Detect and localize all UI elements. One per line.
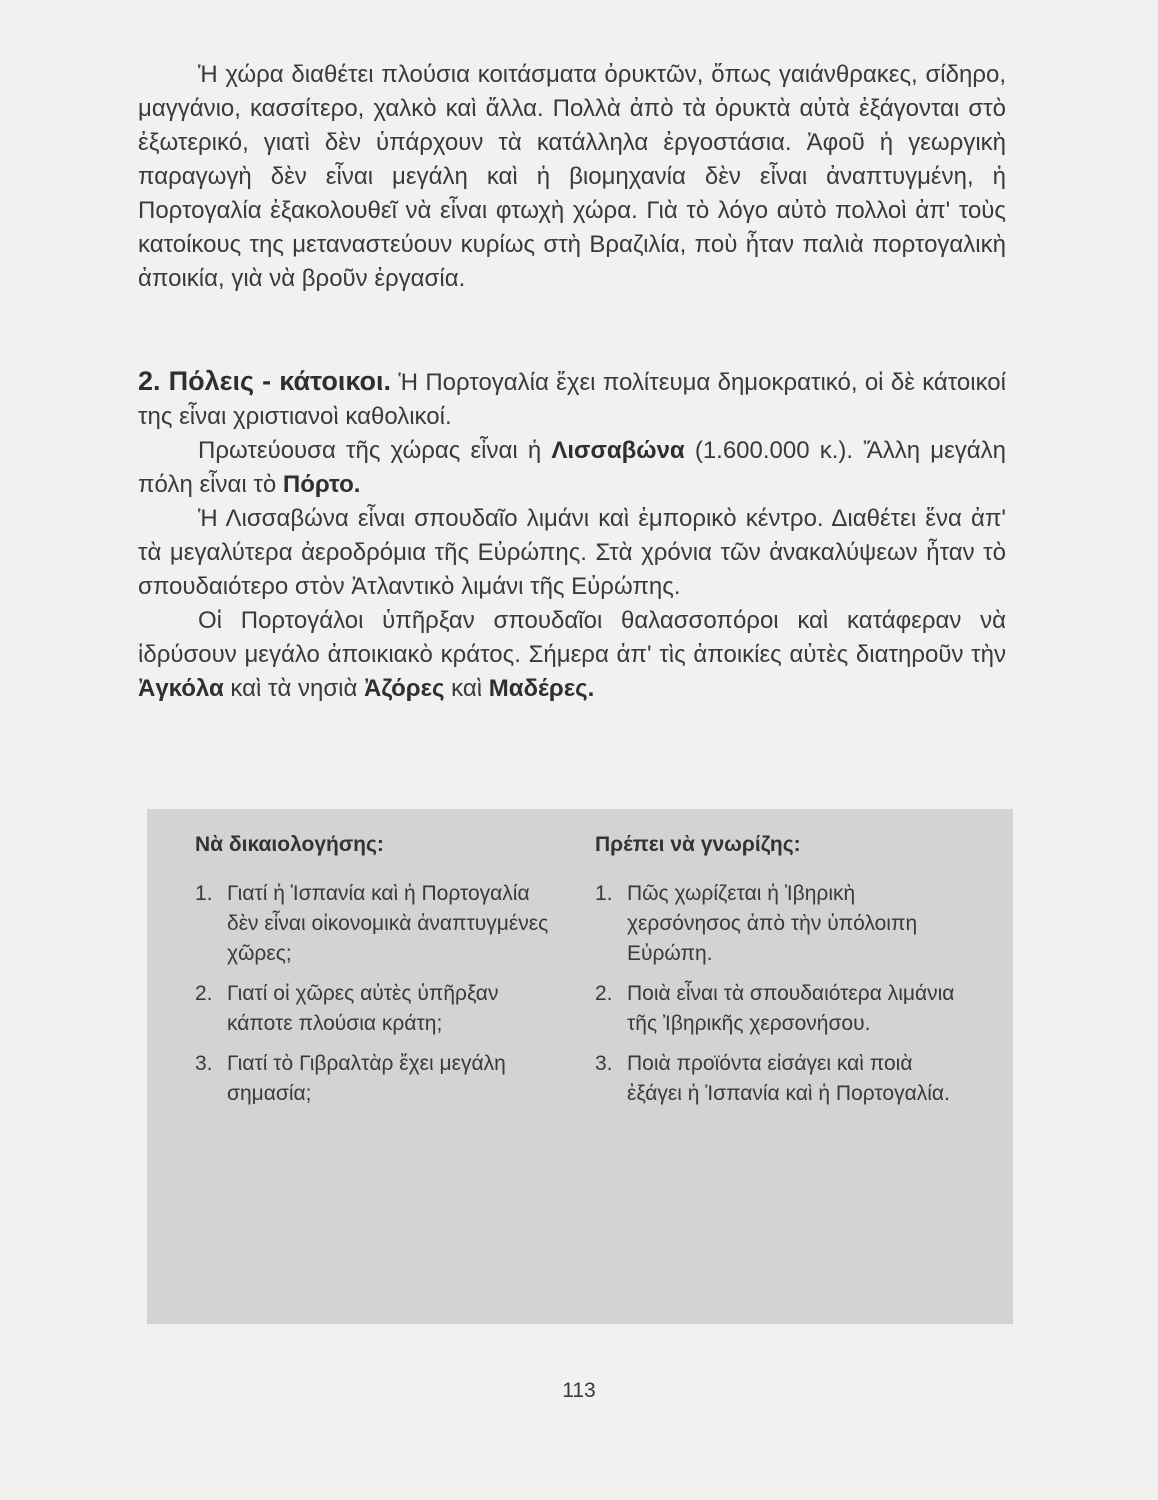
item-number: 1. xyxy=(195,882,213,905)
list-item xyxy=(595,879,965,969)
section2-paragraph2 xyxy=(138,434,1006,502)
page-number: 113 xyxy=(562,1379,596,1402)
list-item xyxy=(195,1049,555,1109)
item-number: 3. xyxy=(195,1052,213,1075)
p4-text-and: καὶ xyxy=(444,675,489,702)
p2-text-mid: (1.600.000 κ.). Ἄλλη μεγάλη πόλη εἶναι τὸ xyxy=(138,437,1006,498)
item-text: Ποιὰ εἶναι τὰ σπουδαιότερα λιμάνια τῆς Ἰβηρικῆς χερσονήσου. xyxy=(627,982,955,1035)
know-title: Πρέπει νὰ γνωρίζης: xyxy=(595,833,801,856)
p2-text-start: Πρωτεύουσα τῆς χώρας εἶναι ἡ xyxy=(198,437,552,464)
p4-text-mid: καὶ τὰ νησιὰ xyxy=(223,675,365,702)
city-lisbon: Λισσαβώνα xyxy=(551,437,685,464)
item-text: Πῶς χωρίζεται ἡ Ἰβηρικὴ χερσόνησος ἀπὸ τὴν ὑπόλοιπη Εὐρώπη. xyxy=(627,882,918,965)
list-item xyxy=(595,1049,965,1109)
item-number: 1. xyxy=(595,882,613,905)
section2-paragraph1 xyxy=(138,364,1006,434)
justify-list xyxy=(195,879,555,1119)
list-item xyxy=(195,979,555,1039)
section2-paragraph4 xyxy=(138,604,1006,706)
item-text: Γιατί οἱ χῶρες αὐτὲς ὑπῆρξαν κάποτε πλούσια κράτη; xyxy=(227,982,499,1035)
list-item xyxy=(195,879,555,969)
questions-box xyxy=(147,809,1013,1324)
p4-text-start: Οἱ Πορτογάλοι ὑπῆρξαν σπουδαῖοι θαλασσοπόροι καὶ κατάφεραν νὰ ἱδρύσουν μεγάλο ἀποικιακὸ κράτος. Σήμερα ἀπ' τὶς ἀποικίες αὐτὲς διατηροῦν τὴν xyxy=(138,607,1006,668)
islands-azores: Ἀζόρες xyxy=(364,675,445,702)
item-text: Γιατί τὸ Γιβραλτὰρ ἔχει μεγάλη σημασία; xyxy=(227,1052,506,1105)
item-number: 2. xyxy=(195,982,213,1005)
know-list xyxy=(595,879,965,1119)
justify-title: Νὰ δικαιολογήσης: xyxy=(195,833,384,856)
intro-paragraph: Ἡ χώρα διαθέτει πλούσια κοιτάσματα ὀρυκτῶν, ὅπως γαιάνθρακες, σίδηρο, μαγγάνιο, κασσίτερο, χαλκὸ καὶ ἄλλα. Πολλὰ ἀπὸ τὰ ὀρυκτὰ αὐτὰ ἐξάγονται στὸ ἐξωτερικό, γιατὶ δὲν ὑπάρχουν τὰ κατάλληλα ἐργοστάσια. Ἀφοῦ ἡ γεωργικὴ παραγωγὴ δὲν εἶναι μεγάλη καὶ ἡ βιομηχανία δὲν εἶναι ἀναπτυγμένη, ἡ Πορτογαλία ἐξακολουθεῖ νὰ εἶναι φτωχὴ χώρα. Γιὰ τὸ λόγο αὐτὸ πολλοὶ ἀπ' τοὺς κατοίκους της μεταναστεύουν κυρίως στὴ Βραζιλία, ποὺ ἦταν παλιὰ πορτογαλικὴ ἀποικία, γιὰ νὰ βροῦν ἐργασία. xyxy=(138,61,1006,292)
city-porto: Πόρτο. xyxy=(282,471,361,498)
section2-p1-text: Ἡ Πορτογαλία ἔχει πολίτευμα δημοκρατικό, οἱ δὲ κάτοικοί της εἶναι χριστιανοὶ καθολικοί. xyxy=(138,369,1006,430)
item-number: 2. xyxy=(595,982,613,1005)
item-text: Γιατί ἡ Ἱσπανία καὶ ἡ Πορτογαλία δὲν εἶναι οἰκονομικὰ ἀναπτυγμένες χῶρες; xyxy=(227,882,549,965)
intro-section xyxy=(138,58,1006,296)
item-number: 3. xyxy=(595,1052,613,1075)
islands-madeira: Μαδέρες. xyxy=(488,675,595,702)
section2-heading: 2. Πόλεις - κάτοικοι. xyxy=(138,366,392,396)
colony-angola: Ἀγκόλα xyxy=(138,675,224,702)
section-cities-inhabitants xyxy=(138,364,1006,706)
item-text: Ποιὰ προϊόντα εἰσάγει καὶ ποιὰ ἐξάγει ἡ Ἱσπανία καὶ ἡ Πορτογαλία. xyxy=(627,1052,950,1105)
list-item xyxy=(595,979,965,1039)
section2-paragraph3: Ἡ Λισσαβώνα εἶναι σπουδαῖο λιμάνι καὶ ἐμπορικὸ κέντρο. Διαθέτει ἕνα ἀπ' τὰ μεγαλύτερα ἀεροδρόμια τῆς Εὐρώπης. Στὰ χρόνια τῶν ἀνακαλύψεων ἦταν τὸ σπουδαιότερο στὸν Ἀτλαντικὸ λιμάνι τῆς Εὐρώπης. xyxy=(138,505,1006,600)
